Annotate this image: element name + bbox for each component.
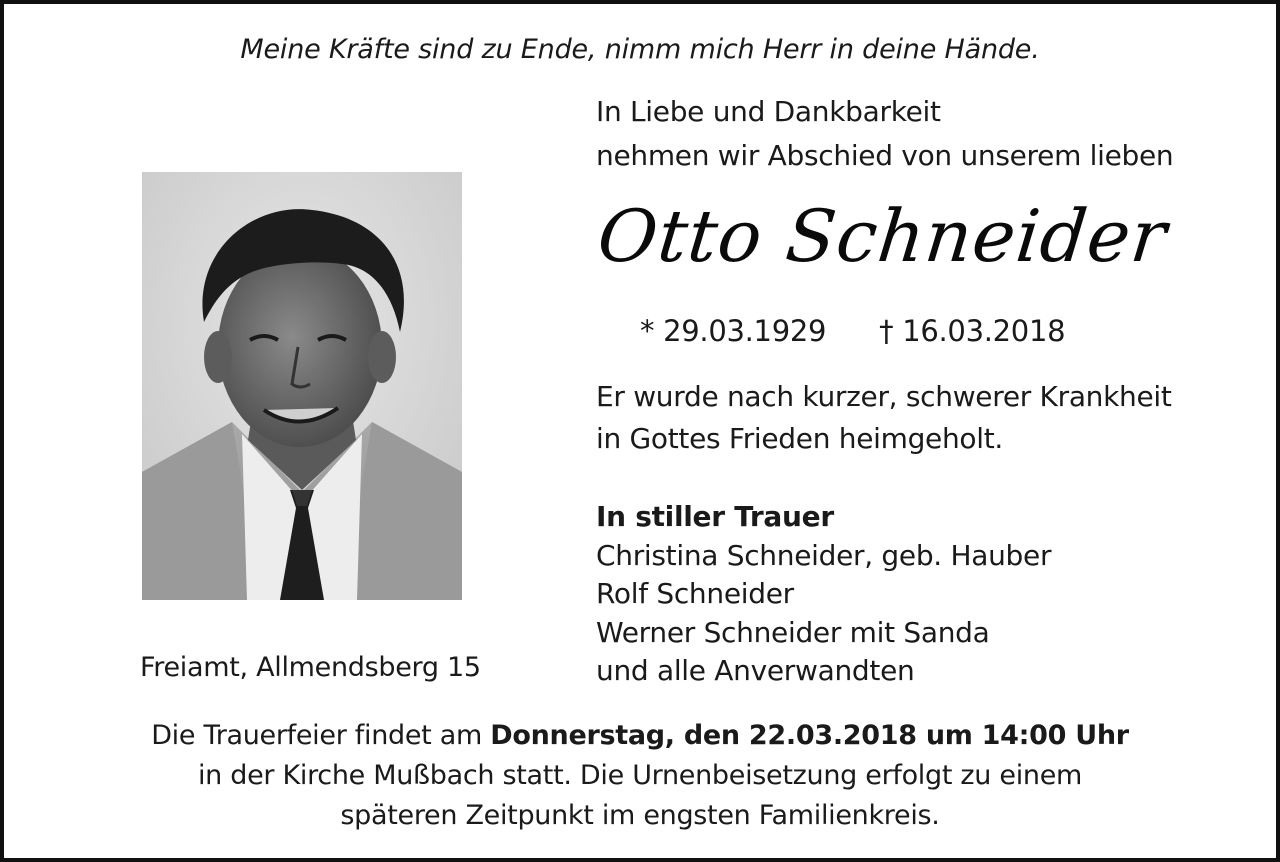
mourner: und alle Anverwandten xyxy=(596,654,915,687)
address: Freiamt, Allmendsberg 15 xyxy=(140,652,481,683)
funeral-line-1-prefix: Die Trauerfeier findet am xyxy=(151,720,491,751)
deceased-name: Otto Schneider xyxy=(594,194,1172,278)
verse: Meine Kräfte sind zu Ende, nimm mich Herr in deine Hände. xyxy=(240,34,1040,65)
funeral-line-1 xyxy=(4,716,1276,756)
passing-text xyxy=(596,376,1172,460)
intro-line: nehmen wir Abschied von unserem lieben xyxy=(596,139,1174,172)
portrait-photo xyxy=(142,172,462,600)
death-date: † 16.03.2018 xyxy=(879,314,1066,348)
mourners-block xyxy=(596,498,1051,691)
mourner: Werner Schneider mit Sanda xyxy=(596,615,990,649)
funeral-line-2: in der Kirche Mußbach statt. Die Urnenbeisetzung erfolgt zu einem xyxy=(197,760,1083,791)
birth-date: * 29.03.1929 xyxy=(640,314,827,348)
life-dates xyxy=(640,314,1065,348)
passing-line: Er wurde nach kurzer, schwerer Krankheit xyxy=(596,380,1172,413)
mourner: Christina Schneider, geb. Hauber xyxy=(596,538,1052,572)
intro-text xyxy=(596,90,1173,178)
passing-line: in Gottes Frieden heimgeholt. xyxy=(596,422,1004,455)
mourning-heading: In stiller Trauer xyxy=(596,500,834,533)
funeral-date-time: Donnerstag, den 22.03.2018 um 14:00 Uhr xyxy=(490,720,1129,751)
funeral-line-3: späteren Zeitpunkt im engsten Familienkreis. xyxy=(340,800,940,831)
funeral-info xyxy=(4,716,1276,836)
mourner: Rolf Schneider xyxy=(596,577,794,610)
intro-line: In Liebe und Dankbarkeit xyxy=(596,95,941,128)
